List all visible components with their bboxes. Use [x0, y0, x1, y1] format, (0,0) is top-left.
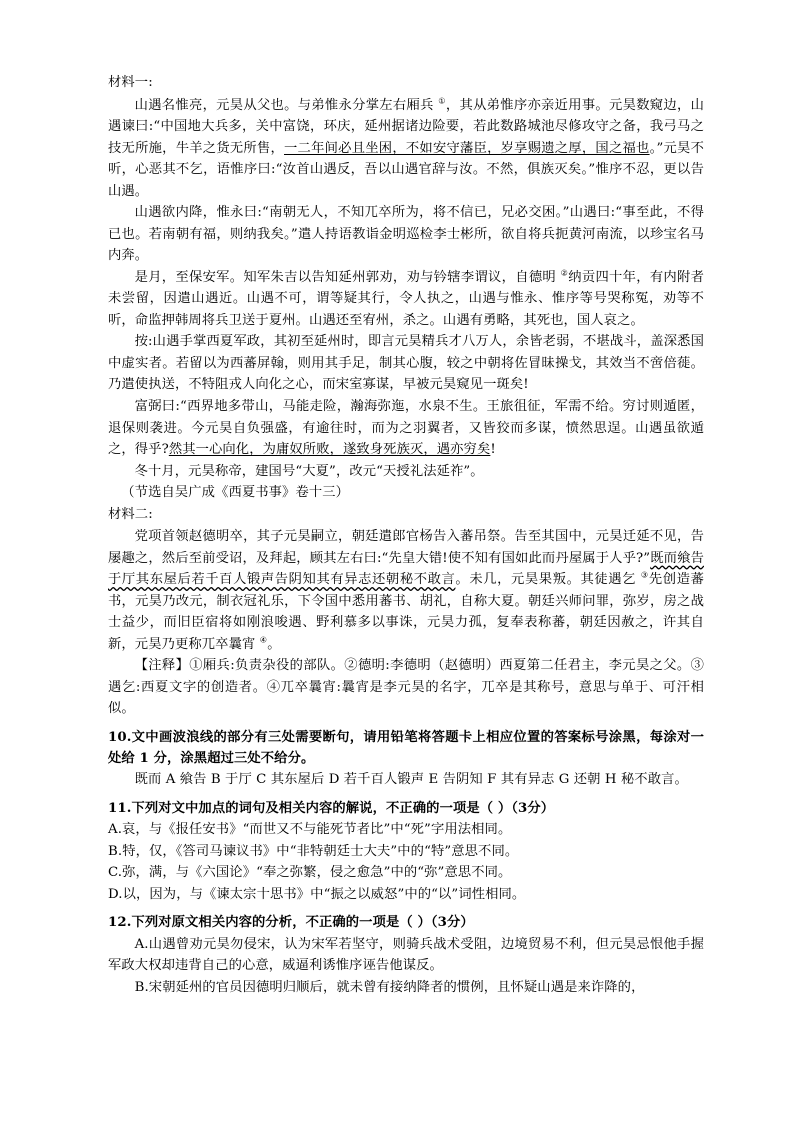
material-one-paragraph-3: 是月，至保安军。知军朱吉以告知延州郭劝，劝与钤辖李谓议，自德明 ②纳贡四十年，有内附者未尝留，因遣山遇近。山遇不可，谓等疑其行，令人执之，山遇与惟永、惟序等号哭称冤，劝等不听，命监押韩周将兵卫送于夏州。山遇还至宥州，杀之。山遇有勇略，其死也，国人哀之。: [108, 267, 704, 328]
question-12-number: 12.: [108, 915, 132, 931]
material-two-label: 材料二:: [108, 506, 153, 522]
winter-paragraph: 冬十月，元昊称帝，建国号“大夏”，改元“天授礼法延祚”。: [134, 463, 484, 479]
footnote-marker-1: ①: [438, 95, 446, 106]
underlined-phrase-2: 然其一心向化，为庸奴所败，遂致身死族灭，遇亦穷矣: [168, 442, 491, 458]
question-11-option-b[interactable]: B.特，仅，《答司马谏议书》中“非特朝廷士大夫”中的“特”意思不同。: [108, 843, 519, 859]
wavy-underlined-passage: 既而飨告于厅其东屋后若千百人锻声告阴知其有异志还朝秘不敢言: [108, 550, 704, 588]
material-one-paragraph-2: 山遇欲内降，惟永曰:“南朝无人，不知兀卒所为，将不信已，兄必交困。”山遇曰:“事至此，不得已也。若南朝有福，则纳我矣。”遣人持语教诣金明巡检李士彬所，欲自将兵扼黄河南流，以珍宝名马内奔。: [108, 205, 704, 264]
material-one-label: 材料一:: [108, 75, 153, 90]
question-12-text: 下列对原文相关内容的分析，不正确的一项是（ ）（3分）: [131, 915, 474, 931]
source-citation-one: （节选自吴广成《西夏书事》卷十三）: [121, 485, 350, 501]
question-10-body: 既而 A 飨告 B 于厅 C 其东屋后 D 若千百人锻声 E 告阴知 F 其有异志 G 还朝 H 秘不敢言。: [134, 772, 688, 788]
material-one-paragraph-1: 山遇名惟亮，元昊从父也。与弟惟永分掌左右厢兵 ①，其从弟惟序亦亲近用事。元昊数窥边，山遇谏曰:“中国地大兵多，关中富饶，环庆，延州据诸边险要，若此数路城池尽修攻守之备，我弓马之技无所施，牛羊之货无所售，一二年间必且坐困，不如安守藩臣，岁享赐遗之厚，国之福也。”元昊不听，心恶其不乞，语惟序曰:“汝首山遇反，吾以山遇官辞与汝。不然，俱族灭矣。”惟序不忍，更以告山遇。: [108, 95, 704, 199]
question-12-option-a[interactable]: A.山遇曾劝元昊勿侵宋，认为宋军若坚守，则骑兵战术受阻，边境贸易不利，但元昊忌恨他手握军政大权却违背自己的心意，威逼利诱惟序诬告他谋反。: [108, 936, 704, 974]
an-paragraph: 按:山遇手掌西夏军政，其初至延州时，即言元昊精兵才八万人，余皆老弱，不堪战斗，盖深悉国中虚实者。若留以为西蕃屏翰，则用其手足，制其心腹，较之中朝将佐冒昧操戈，其效当不啻倍蓰。乃遣使执送，不特阻戎人向化之心，而宋室寡谋，早被元昊窥见一斑矣!: [108, 334, 704, 393]
question-11-option-d[interactable]: D.以，因为，与《谏太宗十思书》中“振之以威怒”中的“以”词性相同。: [108, 886, 526, 902]
question-12-option-b[interactable]: B.宋朝延州的官员因德明归顺后，就未曾有接纳降者的惯例，且怀疑山遇是来诈降的，: [134, 979, 645, 995]
question-11-option-a[interactable]: A.哀，与《报任安书》“而世又不与能死节者比”中“死”字用法相同。: [108, 822, 512, 838]
question-11-stem: [108, 798, 704, 819]
question-11-number: 11.: [108, 801, 132, 816]
question-12-stem: [108, 912, 704, 933]
question-10-stem: [108, 727, 704, 770]
question-10-text: 文中画波浪线的部分有三处需要断句，请用铅笔将答题卡上相应位置的答案标号涂黑，每涂对一处给 1 分，涂黑超过三处不给分。: [108, 729, 704, 767]
question-10-number: 10.: [108, 729, 132, 745]
document-body: [108, 72, 704, 998]
footnote-marker-4: ④: [259, 634, 268, 645]
footnote-marker-2: ②: [560, 267, 569, 278]
question-11-option-c[interactable]: C.弥，满，与《六国论》“奉之弥繁，侵之愈急”中的“弥”意思不同。: [108, 865, 512, 881]
underlined-phrase-1: 一二年间必且坐困，不如安守藩臣，岁享赐遗之厚，国之福也: [284, 140, 650, 156]
footnote-marker-3: ③: [640, 569, 649, 580]
annotations-paragraph: 【注释】①厢兵:负责杂役的部队。②德明:李德明（赵德明）西夏第二任君主，李元昊之父。③遇乞:西夏文字的创造者。④兀卒曩宵:曩宵是李元昊的名字，兀卒是其称号，意思与单于、可汗相似。: [108, 658, 704, 717]
fubi-paragraph: 富弼曰:“西界地多带山，马能走险，瀚海弥迤，水泉不生。王旅徂征，军需不给。穷讨则遁匿，退保则袭进。今元昊自负强盛，有逾往时，而为之羽翼者，又皆狡而多谋，愤然思逞。山遇虽欲遁之，得乎?然其一心向化，为庸奴所败，遂致身死族灭，遇亦穷矣!: [108, 398, 704, 458]
question-11-text: 下列对文中加点的词句及相关内容的解说，不正确的一项是（ ）（3分）: [131, 801, 555, 816]
material-two-paragraph-1: 党项首领赵德明卒，其子元昊嗣立，朝廷遣郎官杨告入蕃吊祭。告至其国中，元昊迁延不见，告屡趣之，然后至前受诏，及拜起，顾其左右曰:“先皇大错!使不知有国如此而丹屋属于人乎?”既而飨告于厅其东屋后若千百人锻声告阴知其有异志还朝秘不敢言。未几，元昊果叛。其徒遇乞 ③先创造蕃书，元昊乃改元，制衣冠礼乐，下令国中悉用蕃书、胡礼，自称大夏。朝廷兴师问罪，弥岁，房之战士益少，而旧臣宿将如刚浪唆遇、野利慕多以事诛，元昊力孤，复奉表称蕃，朝廷因赦之，许其自新，元昊乃更称兀卒曩宵 ④。: [108, 529, 704, 652]
